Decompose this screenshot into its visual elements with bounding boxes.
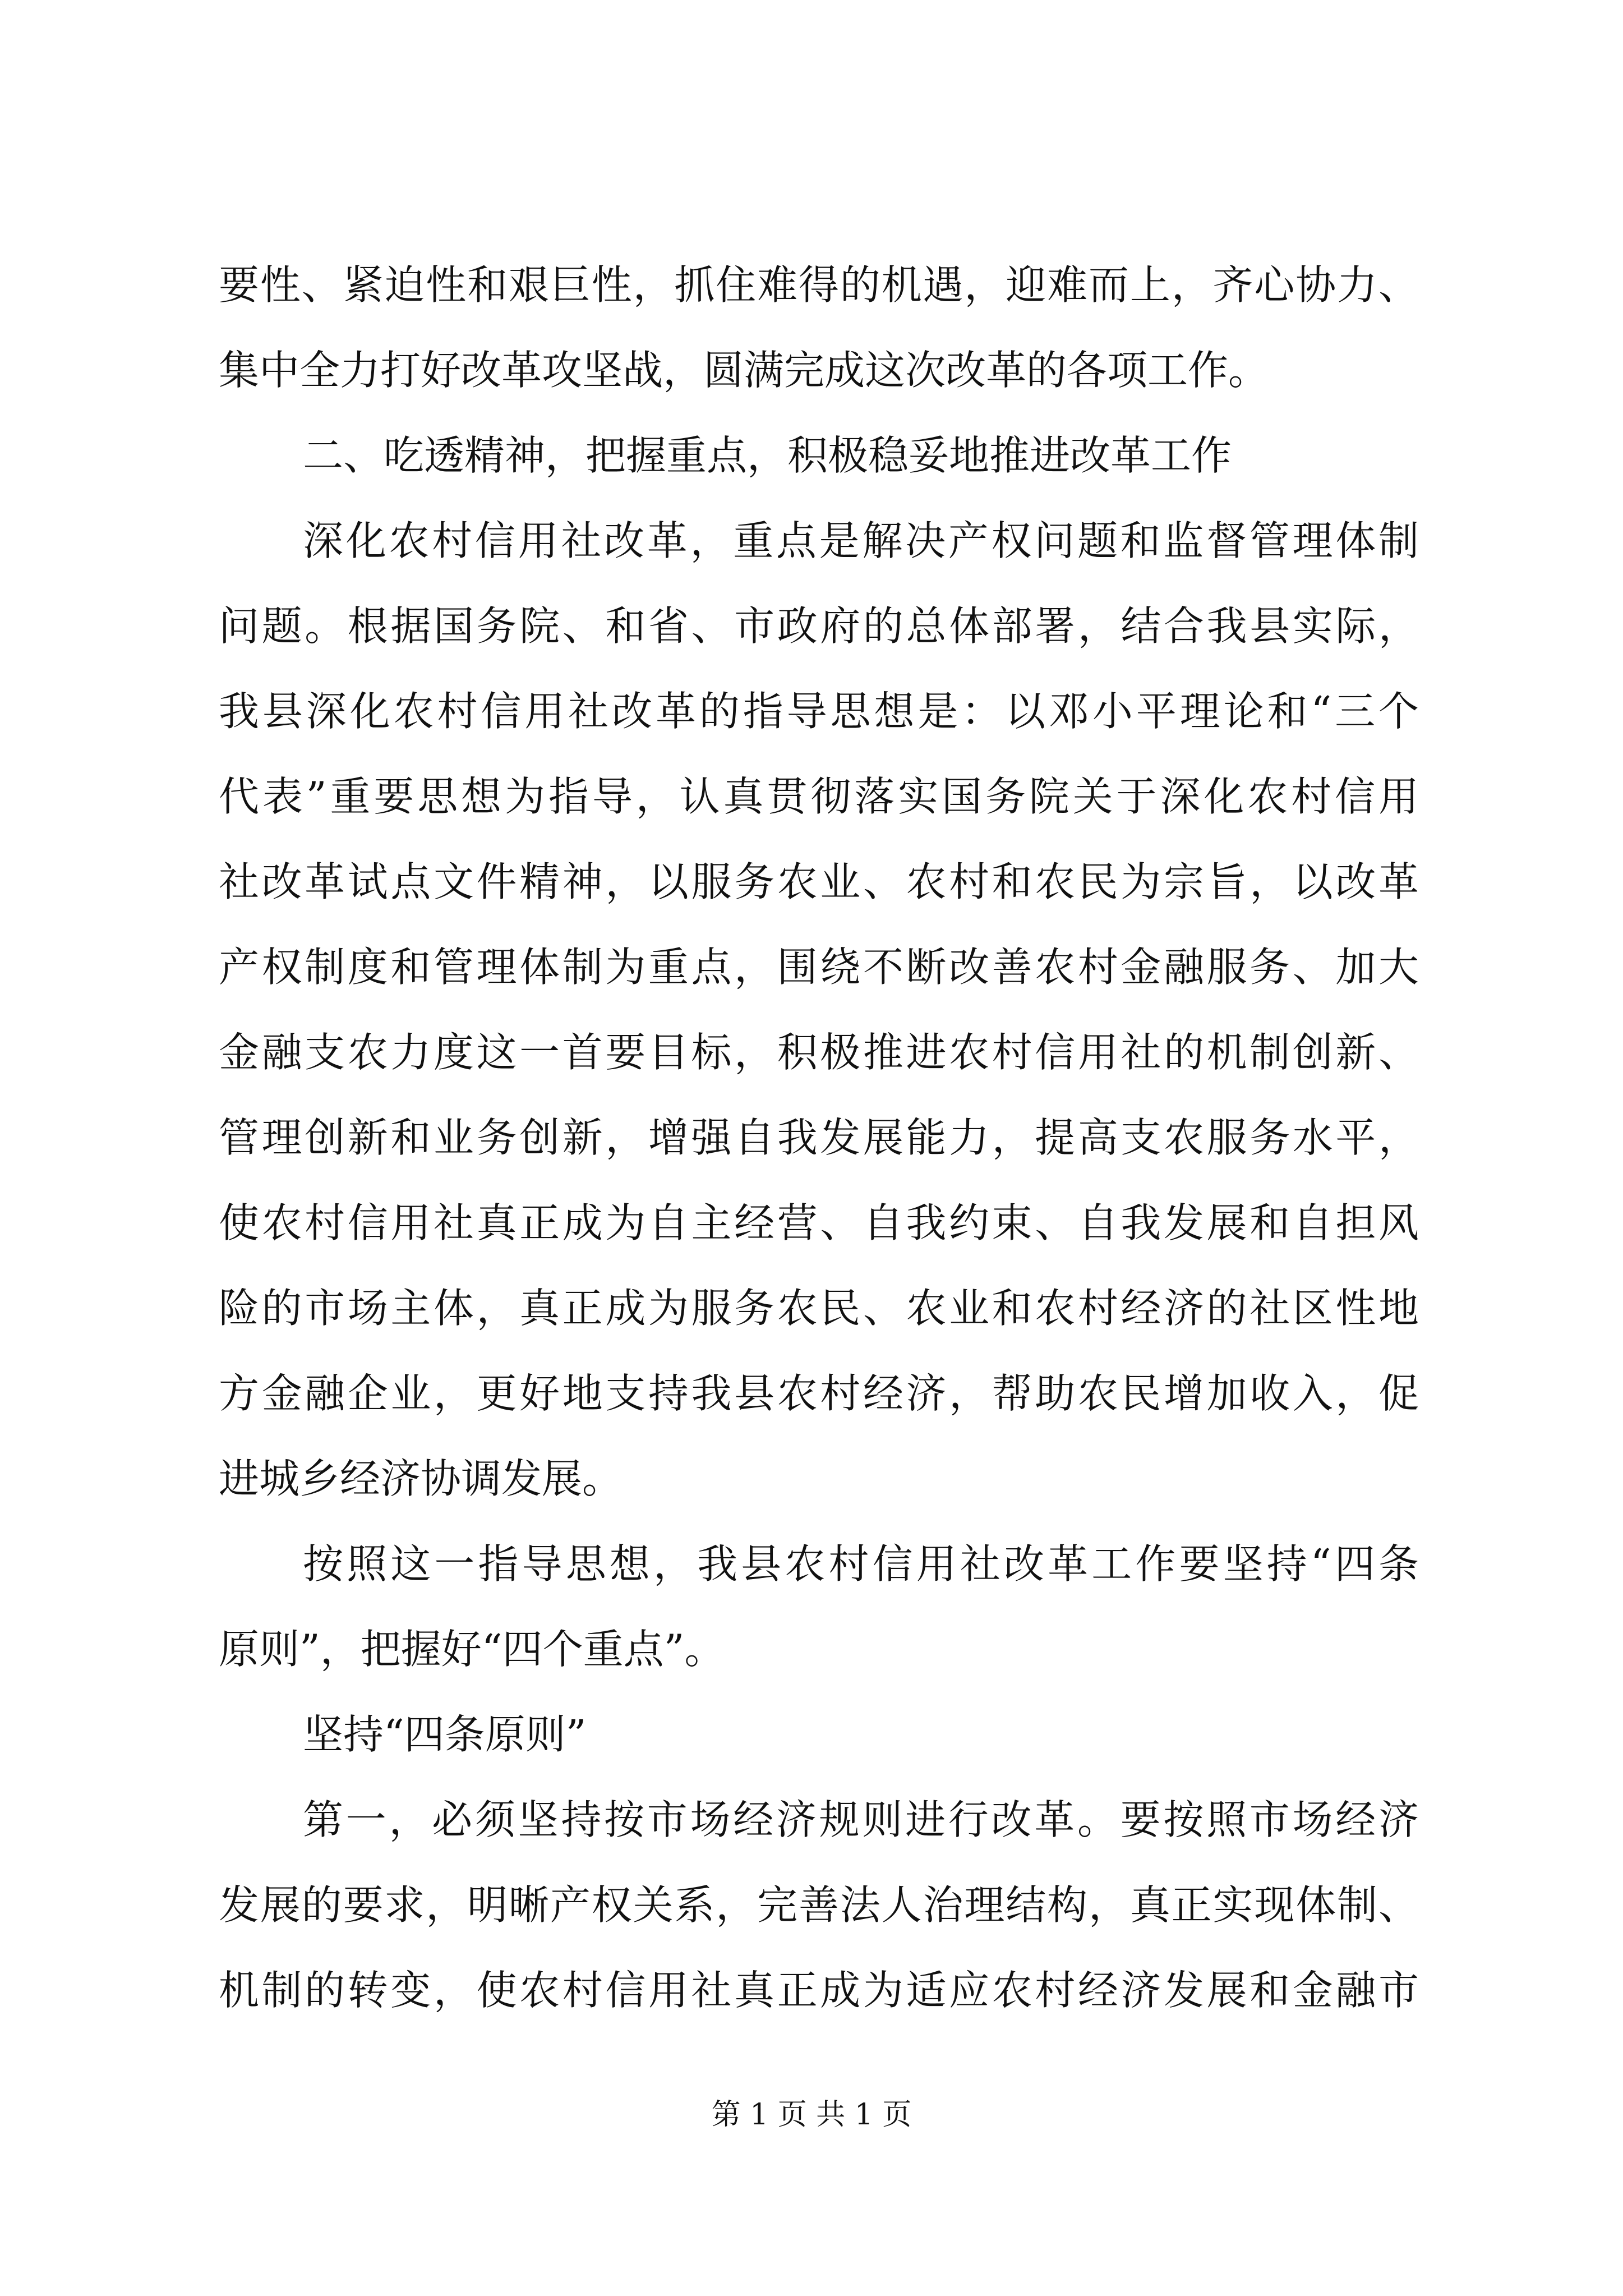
- text-line-12: 使农村信用社真正成为自主经营、自我约束、自我发展和自担风: [219, 1199, 1419, 1246]
- text-line-10: 金融支农力度这一首要目标，积极推进农村信用社的机制创新、: [219, 1029, 1419, 1076]
- text-line-15: 进城乡经济协调发展。: [219, 1455, 623, 1502]
- text-line-1: 要性、紧迫性和艰巨性，抓住难得的机遇，迎难而上，齐心协力、: [219, 261, 1419, 309]
- text-line-11: 管理创新和业务创新，增强自我发展能力，提高支农服务水平，: [219, 1114, 1419, 1161]
- text-line-8: 社改革试点文件精神，以服务农业、农村和农民为宗旨，以改革: [219, 858, 1419, 905]
- text-line-7: 代表”重要思想为指导，认真贯彻落实国务院关于深化农村信用: [219, 773, 1419, 820]
- text-line-5: 问题。根据国务院、和省、市政府的总体部署，结合我县实际，: [219, 602, 1419, 650]
- text-line-16: 按照这一指导思想，我县农村信用社改革工作要坚持“四条: [303, 1540, 1419, 1588]
- text-line-13: 险的市场主体，真正成为服务农民、农业和农村经济的社区性地: [219, 1285, 1419, 1332]
- text-line-9: 产权制度和管理体制为重点，围绕不断改善农村金融服务、加大: [219, 944, 1419, 991]
- text-line-19: 第一，必须坚持按市场经济规则进行改革。要按照市场经济: [303, 1796, 1419, 1843]
- text-line-14: 方金融企业，更好地支持我县农村经济，帮助农民增加收入，促: [219, 1370, 1419, 1417]
- text-line-6: 我县深化农村信用社改革的指导思想是：以邓小平理论和“三个: [219, 688, 1419, 735]
- text-line-4: 深化农村信用社改革，重点是解决产权问题和监督管理体制: [303, 517, 1419, 564]
- text-line-20: 发展的要求，明晰产权关系，完善法人治理结构，真正实现体制、: [219, 1881, 1419, 1929]
- subheading: 坚持“四条原则”: [303, 1711, 587, 1758]
- page-number: 第 1 页 共 1 页: [711, 2098, 912, 2132]
- text-line-2: 集中全力打好改革攻坚战，圆满完成这次改革的各项工作。: [219, 347, 1269, 394]
- text-line-17: 原则”，把握好“四个重点”。: [219, 1626, 725, 1673]
- section-heading: 二、吃透精神，把握重点，积极稳妥地推进改革工作: [303, 432, 1232, 479]
- text-line-21: 机制的转变，使农村信用社真正成为适应农村经济发展和金融市: [219, 1967, 1419, 2014]
